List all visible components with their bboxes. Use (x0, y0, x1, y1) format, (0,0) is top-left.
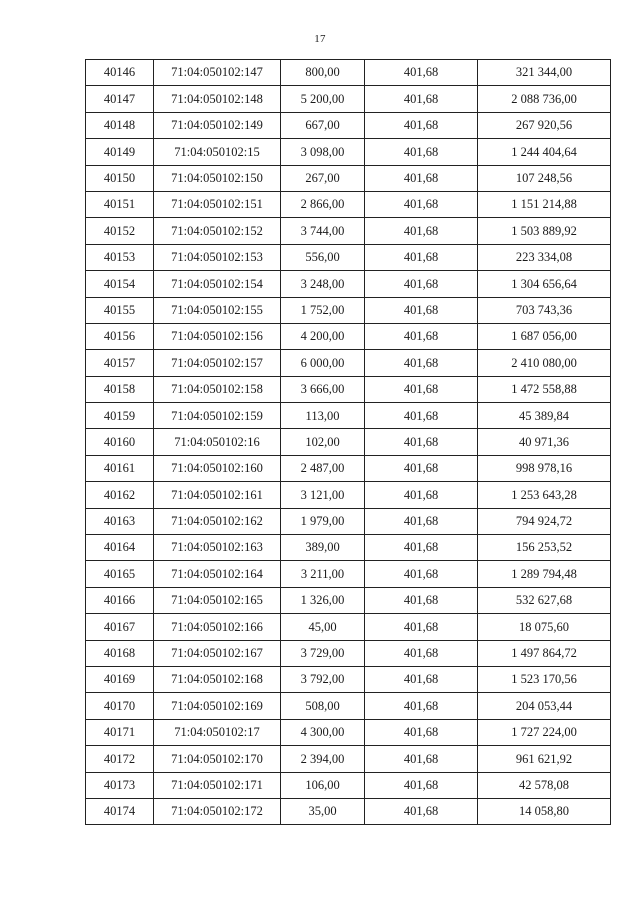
rate-cell: 401,68 (365, 429, 478, 455)
cadastral-value-cell: 42 578,08 (478, 772, 611, 798)
cadastral-number-cell: 71:04:050102:171 (154, 772, 281, 798)
cadastral-number-cell: 71:04:050102:16 (154, 429, 281, 455)
cadastral-number-cell: 71:04:050102:157 (154, 350, 281, 376)
rate-cell: 401,68 (365, 60, 478, 86)
cadastral-value-cell: 2 088 736,00 (478, 86, 611, 112)
cadastral-value-cell: 1 304 656,64 (478, 271, 611, 297)
area-cell: 4 200,00 (281, 323, 365, 349)
cadastral-value-cell: 267 920,56 (478, 112, 611, 138)
table-row (86, 376, 611, 402)
cadastral-value-cell: 961 621,92 (478, 746, 611, 772)
area-cell: 3 211,00 (281, 561, 365, 587)
cadastral-number-cell: 71:04:050102:167 (154, 640, 281, 666)
record-id-cell: 40148 (86, 112, 154, 138)
cadastral-number-cell: 71:04:050102:154 (154, 271, 281, 297)
table-row (86, 772, 611, 798)
cadastral-value-cell: 107 248,56 (478, 165, 611, 191)
cadastral-value-cell: 321 344,00 (478, 60, 611, 86)
record-id-cell: 40159 (86, 403, 154, 429)
table-row (86, 323, 611, 349)
cadastral-number-cell: 71:04:050102:166 (154, 614, 281, 640)
cadastral-value-cell: 14 058,80 (478, 798, 611, 824)
area-cell: 106,00 (281, 772, 365, 798)
table-row (86, 719, 611, 745)
area-cell: 2 866,00 (281, 191, 365, 217)
rate-cell: 401,68 (365, 719, 478, 745)
record-id-cell: 40152 (86, 218, 154, 244)
cadastral-number-cell: 71:04:050102:149 (154, 112, 281, 138)
table-row (86, 271, 611, 297)
area-cell: 667,00 (281, 112, 365, 138)
record-id-cell: 40146 (86, 60, 154, 86)
area-cell: 1 326,00 (281, 587, 365, 613)
area-cell: 2 487,00 (281, 455, 365, 481)
record-id-cell: 40164 (86, 535, 154, 561)
rate-cell: 401,68 (365, 482, 478, 508)
cadastral-value-cell: 1 253 643,28 (478, 482, 611, 508)
table-row (86, 614, 611, 640)
area-cell: 3 744,00 (281, 218, 365, 244)
cadastral-value-table (85, 59, 611, 825)
area-cell: 556,00 (281, 244, 365, 270)
area-cell: 3 121,00 (281, 482, 365, 508)
table-row (86, 693, 611, 719)
cadastral-value-cell: 223 334,08 (478, 244, 611, 270)
cadastral-number-cell: 71:04:050102:15 (154, 139, 281, 165)
cadastral-value-cell: 532 627,68 (478, 587, 611, 613)
rate-cell: 401,68 (365, 297, 478, 323)
area-cell: 3 792,00 (281, 666, 365, 692)
cadastral-value-cell: 1 497 864,72 (478, 640, 611, 666)
rate-cell: 401,68 (365, 561, 478, 587)
table-row (86, 218, 611, 244)
record-id-cell: 40161 (86, 455, 154, 481)
record-id-cell: 40166 (86, 587, 154, 613)
rate-cell: 401,68 (365, 614, 478, 640)
rate-cell: 401,68 (365, 587, 478, 613)
cadastral-value-cell: 1 523 170,56 (478, 666, 611, 692)
cadastral-number-cell: 71:04:050102:148 (154, 86, 281, 112)
area-cell: 800,00 (281, 60, 365, 86)
table-row (86, 60, 611, 86)
table-body (86, 60, 611, 825)
record-id-cell: 40156 (86, 323, 154, 349)
rate-cell: 401,68 (365, 508, 478, 534)
record-id-cell: 40157 (86, 350, 154, 376)
area-cell: 2 394,00 (281, 746, 365, 772)
area-cell: 3 098,00 (281, 139, 365, 165)
rate-cell: 401,68 (365, 86, 478, 112)
table-row (86, 508, 611, 534)
table-row (86, 350, 611, 376)
area-cell: 5 200,00 (281, 86, 365, 112)
rate-cell: 401,68 (365, 376, 478, 402)
table-row (86, 535, 611, 561)
table-row (86, 482, 611, 508)
rate-cell: 401,68 (365, 271, 478, 297)
area-cell: 4 300,00 (281, 719, 365, 745)
rate-cell: 401,68 (365, 218, 478, 244)
cadastral-value-cell: 40 971,36 (478, 429, 611, 455)
record-id-cell: 40149 (86, 139, 154, 165)
area-cell: 508,00 (281, 693, 365, 719)
rate-cell: 401,68 (365, 165, 478, 191)
cadastral-value-cell: 1 687 056,00 (478, 323, 611, 349)
area-cell: 1 979,00 (281, 508, 365, 534)
table-row (86, 746, 611, 772)
area-cell: 45,00 (281, 614, 365, 640)
record-id-cell: 40163 (86, 508, 154, 534)
area-cell: 3 666,00 (281, 376, 365, 402)
cadastral-value-cell: 156 253,52 (478, 535, 611, 561)
cadastral-number-cell: 71:04:050102:153 (154, 244, 281, 270)
record-id-cell: 40173 (86, 772, 154, 798)
rate-cell: 401,68 (365, 350, 478, 376)
table-row (86, 403, 611, 429)
cadastral-number-cell: 71:04:050102:163 (154, 535, 281, 561)
cadastral-number-cell: 71:04:050102:159 (154, 403, 281, 429)
cadastral-number-cell: 71:04:050102:17 (154, 719, 281, 745)
area-cell: 35,00 (281, 798, 365, 824)
cadastral-number-cell: 71:04:050102:156 (154, 323, 281, 349)
rate-cell: 401,68 (365, 693, 478, 719)
record-id-cell: 40153 (86, 244, 154, 270)
table-row (86, 666, 611, 692)
area-cell: 3 248,00 (281, 271, 365, 297)
record-id-cell: 40147 (86, 86, 154, 112)
page-number: 17 (314, 33, 326, 45)
record-id-cell: 40154 (86, 271, 154, 297)
cadastral-value-cell: 45 389,84 (478, 403, 611, 429)
cadastral-number-cell: 71:04:050102:164 (154, 561, 281, 587)
rate-cell: 401,68 (365, 640, 478, 666)
cadastral-number-cell: 71:04:050102:150 (154, 165, 281, 191)
record-id-cell: 40165 (86, 561, 154, 587)
area-cell: 6 000,00 (281, 350, 365, 376)
table-row (86, 297, 611, 323)
table-row (86, 429, 611, 455)
record-id-cell: 40171 (86, 719, 154, 745)
cadastral-number-cell: 71:04:050102:162 (154, 508, 281, 534)
cadastral-value-cell: 1 244 404,64 (478, 139, 611, 165)
area-cell: 3 729,00 (281, 640, 365, 666)
record-id-cell: 40169 (86, 666, 154, 692)
record-id-cell: 40170 (86, 693, 154, 719)
area-cell: 1 752,00 (281, 297, 365, 323)
record-id-cell: 40172 (86, 746, 154, 772)
table-row (86, 165, 611, 191)
cadastral-number-cell: 71:04:050102:160 (154, 455, 281, 481)
table-row (86, 191, 611, 217)
cadastral-number-cell: 71:04:050102:172 (154, 798, 281, 824)
rate-cell: 401,68 (365, 139, 478, 165)
cadastral-number-cell: 71:04:050102:161 (154, 482, 281, 508)
record-id-cell: 40150 (86, 165, 154, 191)
rate-cell: 401,68 (365, 772, 478, 798)
table-row (86, 455, 611, 481)
record-id-cell: 40155 (86, 297, 154, 323)
cadastral-number-cell: 71:04:050102:152 (154, 218, 281, 244)
cadastral-value-cell: 1 503 889,92 (478, 218, 611, 244)
cadastral-value-cell: 204 053,44 (478, 693, 611, 719)
rate-cell: 401,68 (365, 191, 478, 217)
record-id-cell: 40151 (86, 191, 154, 217)
table-row (86, 798, 611, 824)
area-cell: 102,00 (281, 429, 365, 455)
cadastral-value-cell: 2 410 080,00 (478, 350, 611, 376)
cadastral-number-cell: 71:04:050102:170 (154, 746, 281, 772)
area-cell: 113,00 (281, 403, 365, 429)
cadastral-value-cell: 1 151 214,88 (478, 191, 611, 217)
cadastral-value-cell: 1 472 558,88 (478, 376, 611, 402)
record-id-cell: 40160 (86, 429, 154, 455)
rate-cell: 401,68 (365, 112, 478, 138)
rate-cell: 401,68 (365, 323, 478, 349)
cadastral-number-cell: 71:04:050102:169 (154, 693, 281, 719)
table-row (86, 587, 611, 613)
table-row (86, 561, 611, 587)
table-row (86, 244, 611, 270)
cadastral-value-cell: 18 075,60 (478, 614, 611, 640)
table-row (86, 86, 611, 112)
cadastral-value-cell: 998 978,16 (478, 455, 611, 481)
cadastral-number-cell: 71:04:050102:147 (154, 60, 281, 86)
cadastral-number-cell: 71:04:050102:151 (154, 191, 281, 217)
cadastral-number-cell: 71:04:050102:155 (154, 297, 281, 323)
rate-cell: 401,68 (365, 535, 478, 561)
record-id-cell: 40158 (86, 376, 154, 402)
table-row (86, 112, 611, 138)
rate-cell: 401,68 (365, 244, 478, 270)
cadastral-value-cell: 794 924,72 (478, 508, 611, 534)
rate-cell: 401,68 (365, 403, 478, 429)
cadastral-number-cell: 71:04:050102:168 (154, 666, 281, 692)
record-id-cell: 40162 (86, 482, 154, 508)
record-id-cell: 40174 (86, 798, 154, 824)
table-row (86, 139, 611, 165)
rate-cell: 401,68 (365, 746, 478, 772)
area-cell: 267,00 (281, 165, 365, 191)
cadastral-value-cell: 1 727 224,00 (478, 719, 611, 745)
record-id-cell: 40167 (86, 614, 154, 640)
table-row (86, 640, 611, 666)
cadastral-number-cell: 71:04:050102:165 (154, 587, 281, 613)
cadastral-value-cell: 703 743,36 (478, 297, 611, 323)
area-cell: 389,00 (281, 535, 365, 561)
cadastral-value-cell: 1 289 794,48 (478, 561, 611, 587)
rate-cell: 401,68 (365, 798, 478, 824)
rate-cell: 401,68 (365, 455, 478, 481)
rate-cell: 401,68 (365, 666, 478, 692)
record-id-cell: 40168 (86, 640, 154, 666)
cadastral-number-cell: 71:04:050102:158 (154, 376, 281, 402)
